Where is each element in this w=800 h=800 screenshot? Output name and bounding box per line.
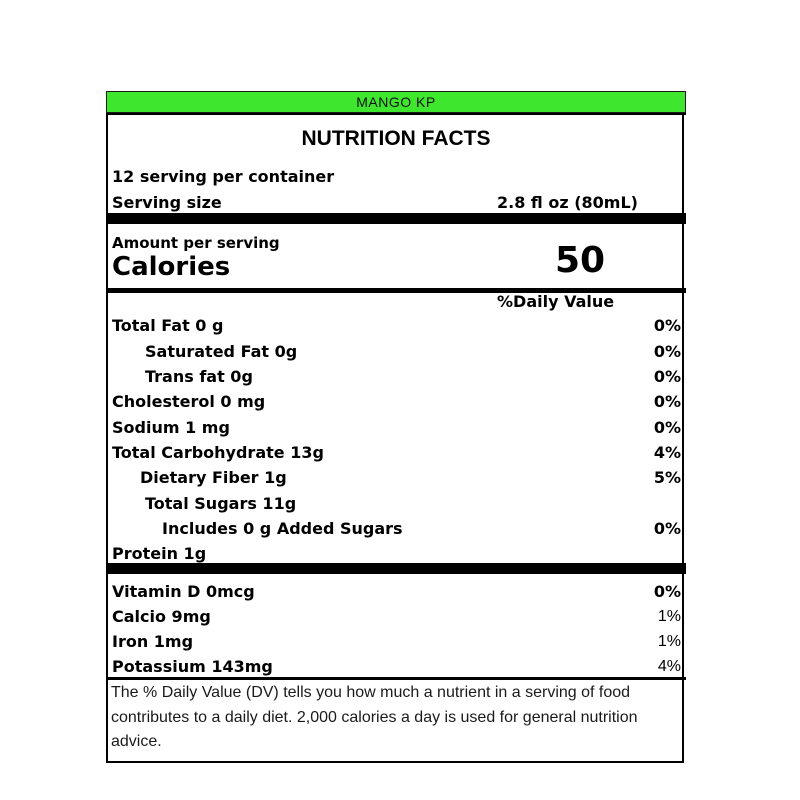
product-name-banner: MANGO KP — [106, 91, 686, 113]
nutrient-label: Total Sugars 11g — [145, 494, 297, 513]
nutrient-dv: 5% — [653, 468, 681, 487]
vitamin-label: Potassium 143mg — [112, 657, 273, 676]
calories-value: 50 — [555, 240, 606, 281]
nutrient-label: Protein 1g — [112, 544, 207, 563]
serving-size-label: Serving size — [112, 193, 222, 212]
nutrient-dv: 0% — [653, 367, 681, 386]
nutrient-label: Sodium 1 mg — [112, 418, 230, 437]
nutrition-facts-title: NUTRITION FACTS — [106, 113, 686, 167]
nutrient-label: Trans fat 0g — [145, 367, 253, 386]
nutrient-dv: 4% — [653, 443, 681, 462]
vitamin-label: Iron 1mg — [112, 632, 194, 651]
nutrient-label: Includes 0 g Added Sugars — [162, 519, 403, 538]
thick-divider-vitamins — [106, 563, 686, 574]
nutrient-dv: 0% — [653, 519, 681, 538]
vitamin-dv: 1% — [657, 633, 681, 650]
thick-divider-top — [106, 213, 686, 224]
servings-per-container: 12 serving per container — [112, 167, 335, 186]
nutrient-dv: 0% — [653, 418, 681, 437]
nutrient-label: Dietary Fiber 1g — [140, 468, 287, 487]
vitamin-dv: 4% — [657, 658, 681, 675]
vitamin-label: Calcio 9mg — [112, 607, 211, 626]
nutrient-label: Cholesterol 0 mg — [112, 392, 266, 411]
daily-value-header: %Daily Value — [497, 292, 615, 311]
nutrient-label: Total Carbohydrate 13g — [112, 443, 324, 462]
vitamin-dv: 0% — [653, 582, 681, 601]
daily-value-footnote: The % Daily Value (DV) tells you how much a nutrient in a serving of food contributes to a daily diet. 2,000 calories a day is used for general nutrition advice. — [111, 684, 638, 750]
nutrient-label: Saturated Fat 0g — [145, 342, 298, 361]
nutrient-dv: 0% — [653, 392, 681, 411]
nutrient-dv: 0% — [653, 316, 681, 335]
vitamin-label: Vitamin D 0mcg — [112, 582, 255, 601]
calories-label: Calories — [112, 252, 231, 282]
vitamin-dv: 1% — [657, 608, 681, 625]
amount-per-serving: Amount per serving — [112, 234, 280, 252]
nutrient-label: Total Fat 0 g — [112, 316, 224, 335]
serving-size-value: 2.8 fl oz (80mL) — [497, 193, 638, 212]
nutrient-dv: 0% — [653, 342, 681, 361]
divider-footnote — [106, 677, 686, 680]
